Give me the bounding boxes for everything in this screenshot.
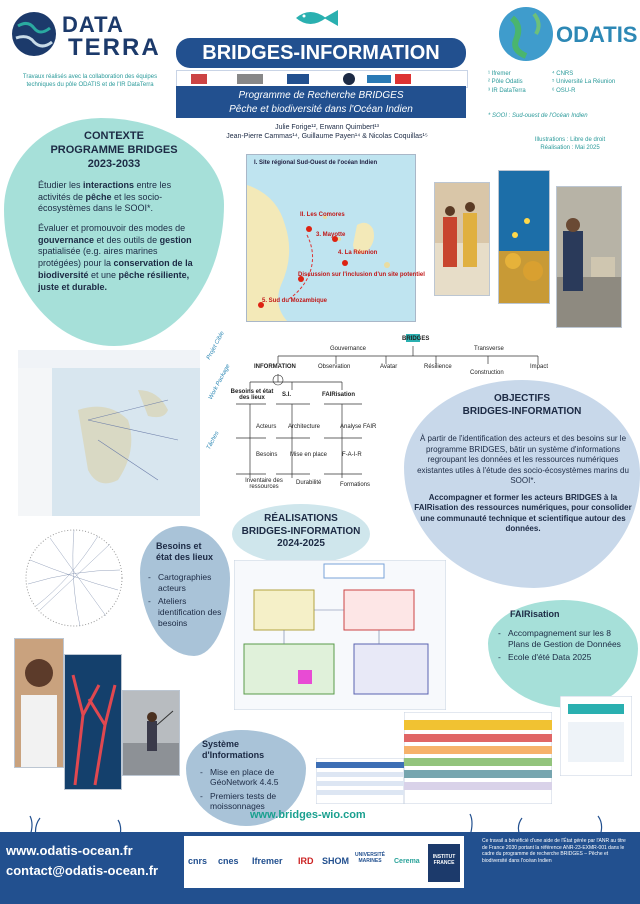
sooi-note: * SOOI : Sud-ouest de l'Océan Indien bbox=[488, 113, 588, 119]
diagram-side-label: Projet Cible bbox=[206, 330, 226, 361]
contexte-title bbox=[44, 130, 184, 171]
diagram-node: Impact bbox=[530, 364, 549, 370]
subtitle-line1: Programme de Recherche BRIDGES bbox=[238, 90, 404, 101]
diagram-task: Architecture bbox=[288, 424, 321, 430]
systeme-title bbox=[202, 739, 264, 761]
map-site-label: Discussion sur l'inclusion d'un site potentiel bbox=[298, 272, 425, 278]
logo-shom: SHOM bbox=[322, 856, 349, 866]
odatis-logo-text: ODATIS bbox=[556, 22, 638, 47]
diagram-node: Observation bbox=[318, 364, 351, 370]
diagram-information: INFORMATION bbox=[254, 364, 296, 370]
diagram-node: Transverse bbox=[474, 346, 504, 352]
systeme-title-line1: Système bbox=[202, 739, 240, 749]
logo-ifremer: Ifremer bbox=[252, 856, 283, 866]
dataterra-logo bbox=[62, 14, 161, 60]
data-management-table bbox=[404, 712, 552, 804]
diagram-task: Analyse FAIR bbox=[340, 424, 377, 430]
diagram-task: Inventaire des ressources bbox=[245, 478, 283, 490]
contact-email-link[interactable]: contact@odatis-ocean.fr bbox=[6, 863, 159, 878]
list-item: - Ecole d'été Data 2025 bbox=[498, 652, 630, 663]
list-item: - Mise en place de GéoNetwork 4.4.5 bbox=[200, 767, 304, 788]
authors-line1: Julie Forige¹², Erwann Quimbert¹³ bbox=[275, 124, 379, 131]
logo-text-line2: TERRA bbox=[68, 34, 161, 61]
illustrations-credit bbox=[520, 136, 620, 153]
sites-map bbox=[246, 154, 416, 322]
objectifs-title-line1: OBJECTIFS bbox=[493, 393, 551, 404]
affiliation: ³ IR DataTerra bbox=[488, 87, 526, 94]
realisations-title bbox=[236, 513, 366, 551]
network-circle-graph bbox=[10, 520, 138, 636]
objectifs-title bbox=[452, 392, 592, 418]
photo-fisherman bbox=[122, 690, 180, 776]
diagram-task: Mise en place bbox=[290, 452, 328, 458]
diagram-node: Gouvernance bbox=[330, 346, 367, 352]
besoins-title bbox=[156, 541, 213, 564]
fairisation-list bbox=[498, 628, 630, 666]
funding-note: Ce travail a bénéficié d'une aide de l'État gérée par l'ANR au titre de France 2030 portant la référence ANR-23-EXMR-001 dans le cadre du programme de recherche BRIDGES – Pêche et biodiversité dans l'océan Indien bbox=[482, 838, 626, 864]
map-site-label: II. Les Comores bbox=[300, 212, 345, 218]
map-site-label: 5. Sud du Mozambique bbox=[262, 298, 328, 304]
map-site-label: 4. La Réunion bbox=[338, 250, 378, 256]
illustrations-line2: Réalisation : Mai 2025 bbox=[540, 145, 600, 152]
map-title: I. Site régional Sud-Ouest de l'océan Indien bbox=[254, 160, 378, 166]
diagram-branch: FAIRisation bbox=[322, 392, 356, 398]
photo-women-carrying bbox=[434, 182, 490, 296]
objectifs-title-line2: BRIDGES-INFORMATION bbox=[462, 406, 582, 417]
diagram-side-label: Work Package bbox=[208, 363, 232, 401]
diagram-task: Durabilité bbox=[296, 480, 322, 486]
fairisation-title: FAIRisation bbox=[510, 609, 560, 619]
logo-cnes: cnes bbox=[218, 856, 239, 866]
diagram-task: Besoins bbox=[256, 452, 278, 458]
contexte-paragraph-1: Étudier les interactions entre les activités de pêche et les socio-écosystèmes dans le SOOI*. bbox=[38, 180, 172, 214]
list-item: - Cartographies acteurs bbox=[148, 572, 230, 593]
diagram-task: F-A-I-R bbox=[342, 452, 362, 458]
website-link[interactable]: www.bridges-wio.com bbox=[250, 809, 366, 821]
photo-red-coral bbox=[64, 654, 122, 790]
fish-icon bbox=[290, 6, 346, 30]
affiliation: ² Pôle Odatis bbox=[488, 79, 523, 86]
systeme-title-line2: d'Informations bbox=[202, 749, 265, 760]
architecture-diagram bbox=[234, 560, 446, 710]
contexte-paragraph-2: Évaluer et promouvoir des modes de gouvernance et des outils de gestion spatialisée (e.g. aires marines protégées) pour la conservation de la biodiversité et une pêche résiliente, juste et durable. bbox=[38, 223, 193, 292]
affiliation: ⁴ CNRS bbox=[552, 71, 574, 77]
besoins-list bbox=[148, 572, 230, 631]
besoins-title-line2: état des lieux bbox=[156, 552, 214, 563]
objectifs-body bbox=[414, 434, 632, 541]
summer-school-flyer bbox=[560, 696, 632, 776]
subtitle-box bbox=[176, 86, 466, 118]
realisations-title-line2: BRIDGES-INFORMATION bbox=[241, 525, 361, 537]
objectifs-paragraph-1: À partir de l'identification des acteurs et des besoins sur le programme BRIDGES, bâtir un système d'informations regroupant les données et les ressources numériques existantes utiles à l'étude des socio-écosystèmes marins du SOOI*. bbox=[417, 434, 629, 486]
contexte-body bbox=[38, 180, 198, 301]
contact-website-link[interactable]: www.odatis-ocean.fr bbox=[6, 843, 133, 858]
realisations-title-line3: 2024-2025 bbox=[277, 538, 325, 549]
dataterra-globe-logo bbox=[8, 6, 64, 62]
odatis-globe-logo bbox=[494, 4, 560, 64]
contact-info bbox=[6, 841, 158, 881]
objectifs-paragraph-2: Accompagner et former les acteurs BRIDGES à la FAIRisation des ressources numériques, pour consolider une communauté technique et scientifique autour des données. bbox=[414, 492, 632, 534]
affiliation: ¹ Ifremer bbox=[488, 71, 511, 77]
contexte-title-line2: PROGRAMME BRIDGES bbox=[50, 143, 178, 156]
logo-universite: UNIVERSITÉ MARINES bbox=[354, 852, 385, 864]
photo-fish-market bbox=[556, 186, 622, 328]
map-site-label: 3. Mayotte bbox=[316, 232, 346, 238]
list-item: - Premiers tests de moissonnages bbox=[200, 791, 304, 812]
diagram-branch: Besoins et état des lieux bbox=[230, 389, 274, 401]
diagram-node: Avatar bbox=[380, 364, 398, 370]
affiliations bbox=[488, 70, 628, 95]
logo-france-2030: INSTITUT FRANCE bbox=[428, 844, 460, 882]
diagram-task: Formations bbox=[340, 482, 371, 488]
authors bbox=[222, 123, 432, 141]
diagram-side-label: Tâches bbox=[206, 430, 221, 451]
contexte-title-line1: CONTEXTE bbox=[84, 130, 144, 142]
logo-text-line1: DATA bbox=[62, 12, 124, 37]
collaboration-note: Travaux réalisés avec la collaboration des équipes techniques du pôle ODATIS et de l'IR DataTerra bbox=[22, 74, 158, 89]
illustrations-line1: Illustrations : Libre de droit bbox=[534, 137, 606, 143]
affiliation: ⁵ Université La Réunion bbox=[552, 79, 616, 86]
diagram-branch: S.I. bbox=[282, 392, 292, 398]
photo-coral-fish bbox=[498, 170, 550, 304]
funder-logos bbox=[184, 836, 464, 888]
seagrass-decoration bbox=[0, 812, 640, 836]
subtitle-line2: Pêche et biodiversité dans l'Océan Indien bbox=[229, 104, 413, 115]
logo-cerema: Cerema bbox=[394, 858, 420, 865]
logo-ird: IRD bbox=[298, 856, 314, 866]
dmp-table bbox=[316, 758, 404, 804]
poster-title: BRIDGES-INFORMATION bbox=[176, 38, 466, 68]
besoins-title-line1: Besoins et bbox=[156, 541, 202, 551]
diagram-node: Construction bbox=[470, 370, 504, 376]
diagram-node: Résilience bbox=[424, 364, 452, 370]
diagram-root: BRIDGES bbox=[402, 336, 430, 342]
list-item: - Accompagnement sur les 8 Plans de Gestion de Données bbox=[498, 628, 630, 649]
list-item: - Ateliers identification des besoins bbox=[148, 596, 230, 628]
screenshot-actors-map bbox=[18, 350, 200, 516]
diagram-task: Acteurs bbox=[256, 424, 277, 430]
authors-line2: Jean-Pierre Cammas¹⁴, Guillaume Payen¹⁴ & Nicolas Coquillas¹⁵ bbox=[226, 133, 428, 141]
contexte-title-line3: 2023-2033 bbox=[87, 157, 141, 170]
realisations-title-line1: RÉALISATIONS bbox=[264, 513, 338, 524]
photo-woman-portrait bbox=[14, 638, 64, 768]
logo-cnrs: cnrs bbox=[188, 856, 208, 866]
systeme-list bbox=[200, 767, 304, 814]
affiliation: ⁶ OSU-R bbox=[552, 87, 576, 94]
